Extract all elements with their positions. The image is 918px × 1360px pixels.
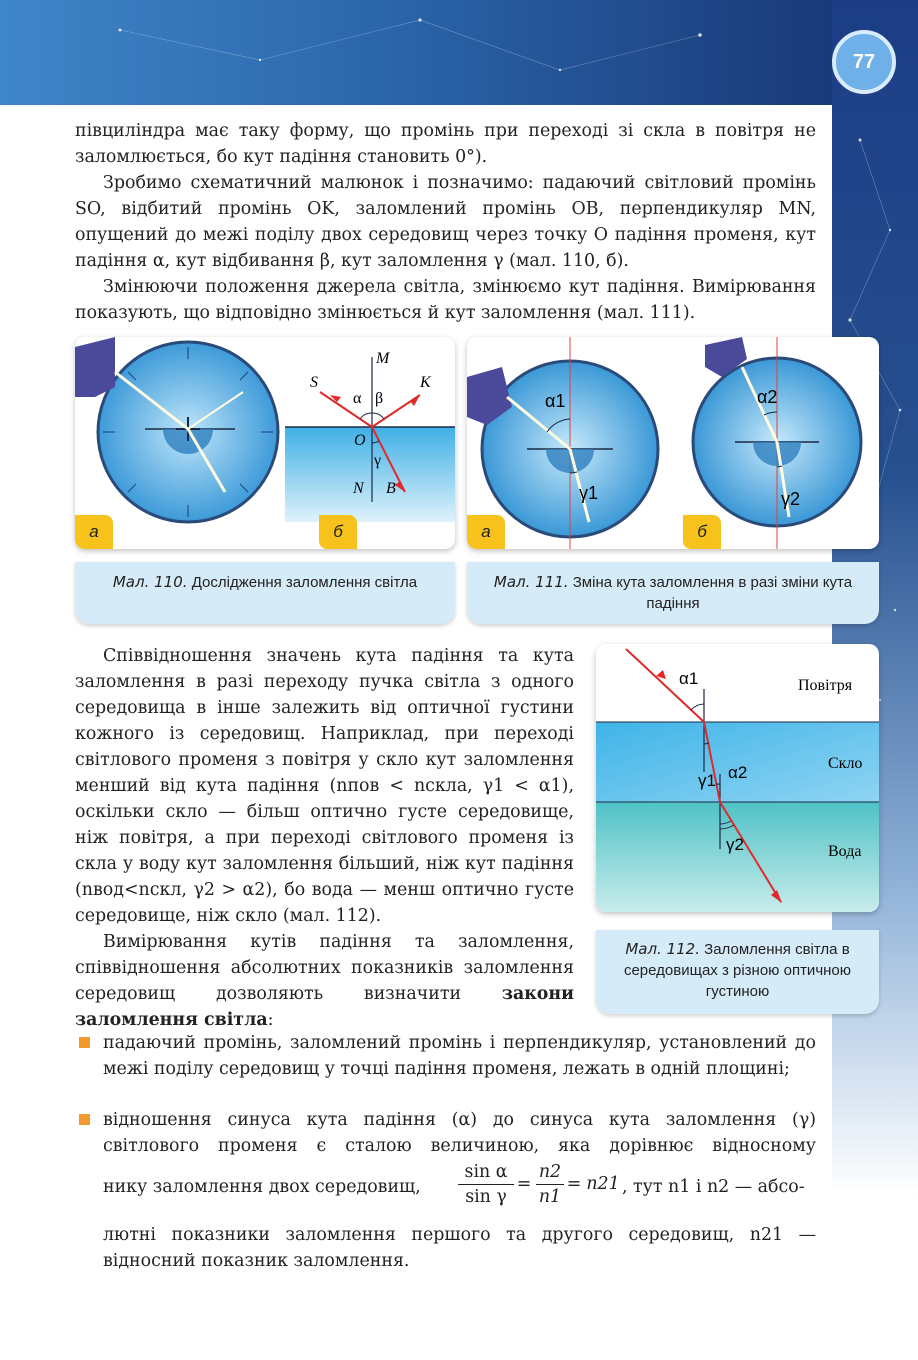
- tag-111a: а: [467, 515, 505, 549]
- page-number-badge: [832, 30, 896, 94]
- label-112-a2: α2: [728, 763, 748, 782]
- paragraph-2: Зробимо схематичний малюнок і позначимо: падаючий світловий промінь SO, відбитий промінь OK, заломлений промінь OB, перпендикуляр MN, опущений до межі поділу двох середовищ через точку O падіння променя, кут падіння α, кут відбивання β, кут заломлення γ (мал. 110, б).: [75, 173, 816, 271]
- caption-110-text: Дослідження заломлення світла: [191, 574, 418, 591]
- medium-air-label: Повітря: [798, 677, 853, 694]
- formula-den1: sin γ: [465, 1187, 507, 1207]
- medium-110b: [285, 427, 455, 522]
- label-112-g2: γ2: [726, 835, 744, 854]
- bullet-2-start: відношення синуса кута падіння (α) до синуса кута заломлення (γ) світлового променя є сталою величиною, яка дорівнює відносному: [103, 1110, 816, 1156]
- light-source-110a: [75, 337, 115, 397]
- figure-111: [467, 337, 879, 549]
- laws-term: закони заломлення світла: [75, 984, 574, 1030]
- label-112-g1: γ1: [698, 771, 716, 790]
- tag-111b: б: [683, 515, 721, 549]
- formula-rhs: n21: [586, 1174, 620, 1194]
- caption-111-label: Мал. 111.: [493, 573, 569, 591]
- bullet-marker-1: [79, 1037, 90, 1048]
- tag-110b: б: [319, 515, 357, 549]
- paragraph-5-start: Вимірювання кутів падіння та заломлення, співвідношення абсолютних показників заломлення середовищ дозволяють визначити: [75, 932, 574, 1004]
- figure-111-drawing: [467, 337, 879, 549]
- caption-111: [467, 562, 879, 624]
- label-111-a1: α1: [545, 391, 566, 411]
- caption-112-text: Заломлення світла в середовищах з різною оптичною густиною: [623, 941, 852, 1000]
- caption-110-label: Мал. 110.: [112, 573, 188, 591]
- label-beta: β: [375, 390, 384, 407]
- tag-110a: а: [75, 515, 113, 549]
- formula-eq1: =: [516, 1174, 532, 1194]
- paragraph-1: півциліндра має таку форму, що промінь при переході зі скла в повітря не заломлюється, бо кут падіння становить 0°).: [75, 121, 816, 167]
- paragraph-4: Співвідношення значень кута падіння та кута заломлення в разі переходу пучка світла з одного середовища в інше залежить від оптичної густини кожного із середовищ. Наприклад, при переході світлового променя з повітря у скло кут заломлення менший від кута падіння (nпов < nскла, γ1 < α1), оскільки скло — більш оптично густе середовище, ніж повітря, а при переході світлового променя із скла у воду кут заломлення більший, ніж кут падіння (nвод<nскл, γ2 > α2), бо вода — менш оптично густе середовище, ніж скло (мал. 112).: [75, 646, 574, 926]
- label-111-g2: γ2: [781, 489, 801, 509]
- formula-eq2: =: [566, 1174, 582, 1194]
- label-alpha: α: [353, 390, 362, 407]
- bullet-2-formula-lead: нику заломлення двох середовищ,: [103, 1177, 421, 1197]
- medium-water-label: Вода: [828, 843, 862, 860]
- formula-fraction-2: [536, 1160, 564, 1209]
- paragraph-3: Змінюючи положення джерела світла, змінюємо кут падіння. Вимірювання показують, що відповідно змінюється й кут заломлення (мал. 111).: [75, 277, 816, 323]
- label-B: B: [386, 480, 396, 497]
- medium-glass-label: Скло: [828, 755, 863, 772]
- paragraph-5-end: :: [267, 1010, 274, 1030]
- figure-112-drawing: [596, 644, 879, 912]
- label-gamma: γ: [374, 452, 382, 469]
- formula-num1: sin α: [458, 1160, 514, 1185]
- bullet-marker-2: [79, 1114, 90, 1125]
- caption-111-text: Зміна кута заломлення в разі зміни кута падіння: [572, 574, 853, 612]
- formula-fraction-1: [458, 1160, 514, 1209]
- figure-110-drawing: [75, 337, 455, 549]
- label-N: N: [353, 480, 364, 497]
- label-M: M: [376, 350, 390, 367]
- caption-110: [75, 562, 455, 624]
- formula-num2: n2: [536, 1160, 564, 1185]
- figure-110: [75, 337, 455, 549]
- formula-den2: n1: [538, 1187, 562, 1207]
- figure-112: [596, 644, 879, 912]
- label-S: S: [310, 374, 318, 391]
- label-111-a2: α2: [757, 387, 778, 407]
- label-K: K: [420, 374, 431, 391]
- bullet-2-after-formula: , тут n1 і n2 — абсо-: [622, 1177, 805, 1197]
- label-111-g1: γ1: [579, 483, 599, 503]
- label-112-a1: α1: [679, 669, 699, 688]
- bullet-2-end: лютні показники заломлення першого та другого середовищ, n21 — відносний показник заломлення.: [103, 1225, 816, 1271]
- page-number: 77: [852, 51, 876, 73]
- paragraph-5: [75, 929, 574, 1033]
- bullet-1: падаючий промінь, заломлений промінь і перпендикуляр, установлений до межі поділу середовищ у точці падіння променя, лежать в одній площині;: [103, 1033, 816, 1079]
- caption-112-label: Мал. 112.: [625, 940, 700, 958]
- caption-112: [596, 930, 879, 1014]
- label-O: O: [354, 432, 366, 449]
